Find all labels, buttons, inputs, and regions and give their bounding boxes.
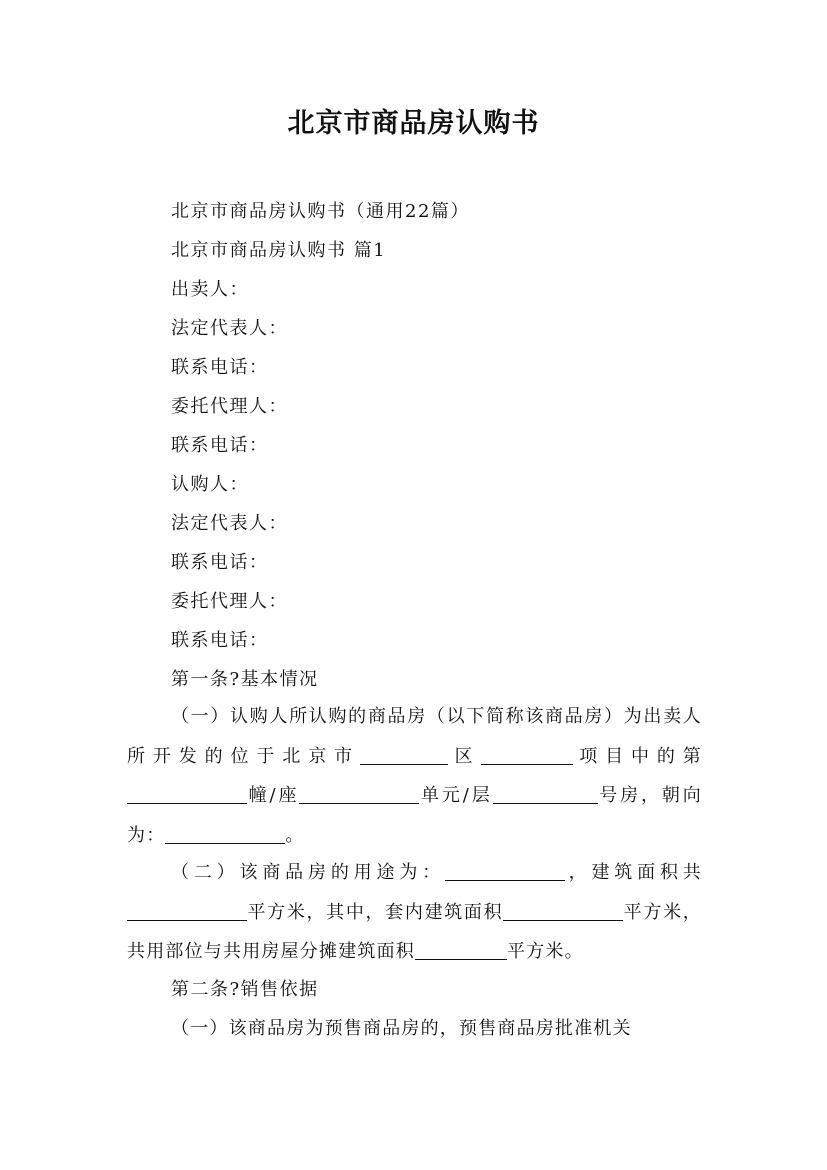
orientation-blank: [165, 823, 285, 844]
seller-agent-line: 委托代理人：: [171, 396, 288, 417]
article-1-heading: 第一条?基本情况: [171, 669, 319, 690]
district-blank: [360, 744, 448, 765]
paragraph-usage-area: （二）该商品房的用途为： ，建筑面积共平方米，其中，套内建筑面积 平方米，共用部位与共用房屋分摊建筑面积 平方米。: [127, 862, 702, 962]
shared-area-blank: [415, 939, 507, 960]
seller-legal-rep-line: 法定代表人：: [171, 318, 288, 339]
document-title: 北京市商品房认购书: [287, 108, 540, 139]
subtitle-line: 北京市商品房认购书（通用22篇）: [171, 201, 470, 222]
paragraph-sale-basis: （一）该商品房为预售商品房的，预售商品房批准机关: [171, 1018, 632, 1039]
buyer-legal-rep-line: 法定代表人：: [171, 513, 288, 534]
buyer-agent-phone-line: 联系电话：: [171, 630, 269, 651]
seller-line: 出卖人：: [171, 279, 249, 300]
usage-blank: [445, 860, 565, 881]
article-2-heading: 第二条?销售依据: [171, 979, 319, 1000]
buyer-line: 认购人：: [171, 474, 249, 495]
paragraph-basic-info: （一）认购人所认购的商品房（以下简称该商品房）为出卖人所开发的位于北京市 区 项目中的第幢/座 单元/层 号房，朝向为： 。: [127, 706, 703, 846]
unit-blank: [299, 783, 419, 804]
total-area-blank: [127, 900, 247, 921]
buyer-agent-line: 委托代理人：: [171, 591, 288, 612]
article-2-block: [127, 970, 702, 1009]
seller-phone-line: 联系电话：: [171, 357, 269, 378]
room-blank: [493, 783, 598, 804]
project-blank: [481, 744, 573, 765]
inner-area-blank: [503, 900, 623, 921]
header-lines: [127, 192, 702, 699]
seller-agent-phone-line: 联系电话：: [171, 435, 269, 456]
building-blank: [127, 783, 247, 804]
section-line: 北京市商品房认购书 篇1: [171, 240, 387, 261]
buyer-phone-line: 联系电话：: [171, 552, 269, 573]
